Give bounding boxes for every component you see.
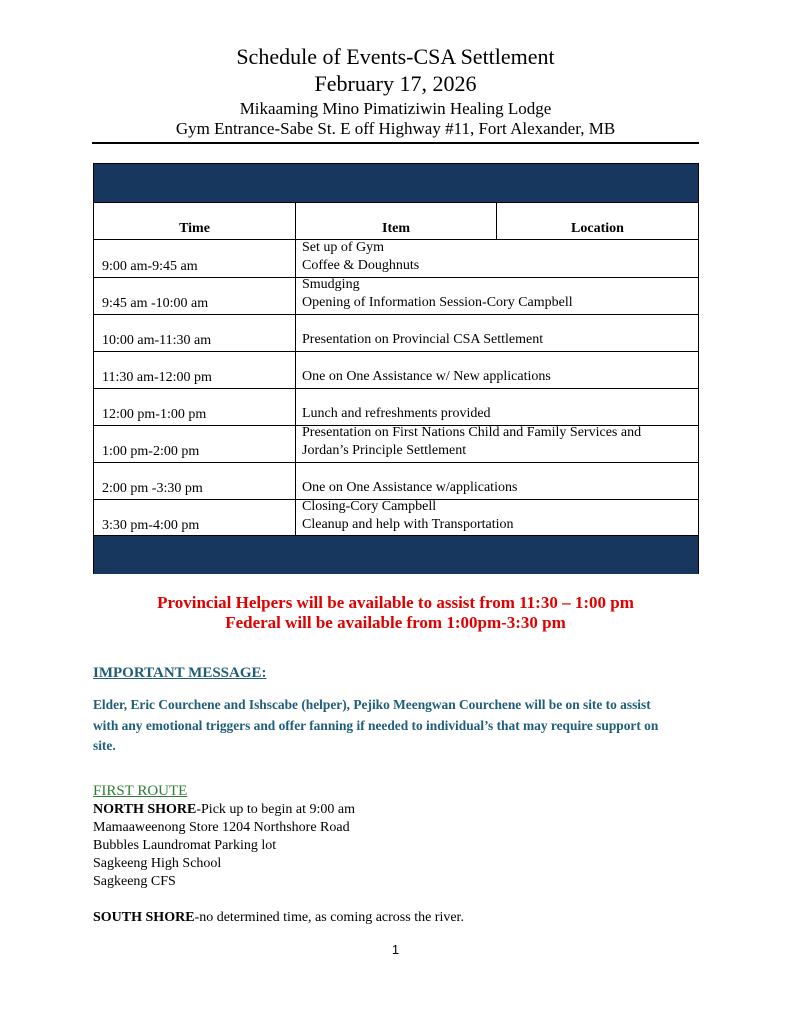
route-stop: Sagkeeng High School [93,856,222,871]
row-item: One on One Assistance w/ New applications [302,369,551,384]
route-stop: Mamaaweenong Store 1204 Northshore Road [93,820,350,835]
important-message: Elder, Eric Courchene and Ishscabe (helper), Pejiko Meengwan Courchene will be on site to assist with any emotional triggers and offer fanning if needed to individual’s that may require support on site. [93,697,659,753]
row-item: Set up of Gym Coffee & Doughnuts [302,240,420,273]
federal-notice: Federal will be available from 1:00pm-3:30 pm [225,613,566,632]
table-row [94,277,698,315]
table-row [94,388,698,426]
south-shore-line: SOUTH SHORE-no determined time, as coming across the river. [93,910,464,925]
row-time: 1:00 pm-2:00 pm [102,444,200,459]
row-item: Presentation on Provincial CSA Settlement [302,332,544,347]
column-header-item: Item [296,203,497,240]
north-shore-line: NORTH SHORE-Pick up to begin at 9:00 am [93,802,356,817]
header-divider [92,142,699,144]
row-time: 3:30 pm-4:00 pm [102,518,200,533]
row-item: One on One Assistance w/applications [302,480,518,495]
row-item: Smudging Opening of Information Session-Cory Campbell [302,277,573,310]
row-time: 2:00 pm -3:30 pm [102,481,203,496]
provincial-notice: Provincial Helpers will be available to assist from 11:30 – 1:00 pm [157,593,634,612]
row-time: 10:00 am-11:30 am [102,333,212,348]
table-row [94,499,698,536]
table-row [94,314,698,352]
important-heading: IMPORTANT MESSAGE: [93,665,267,681]
venue-name: Mikaaming Mino Pimatiziwin Healing Lodge [239,99,552,118]
table-top-band [94,164,698,203]
row-time: 12:00 pm-1:00 pm [102,407,207,422]
table-row [94,462,698,500]
schedule-table [93,163,699,574]
page-number: 1 [391,942,400,957]
column-header-time: Time [94,203,296,240]
row-time: 9:45 am -10:00 am [102,296,209,311]
row-time: 11:30 am-12:00 pm [102,370,212,385]
document-title: Schedule of Events-CSA Settlement [236,44,555,69]
table-row [94,351,698,389]
row-item: Lunch and refreshments provided [302,406,491,421]
route-stop: Sagkeeng CFS [93,874,176,889]
event-date: February 17, 2026 [314,71,477,96]
table-row [94,240,698,278]
column-header-location: Location [497,203,698,240]
venue-address: Gym Entrance-Sabe St. E off Highway #11, Fort Alexander, MB [175,119,616,138]
table-row [94,425,698,463]
row-time: 9:00 am-9:45 am [102,259,198,274]
row-item: Closing-Cory Campbell Cleanup and help with Transportation [302,499,514,532]
row-item: Presentation on First Nations Child and Family Services and Jordan’s Principle Settlement [302,425,642,458]
table-bottom-band [94,535,698,574]
route-heading: FIRST ROUTE [93,783,188,799]
route-stop: Bubbles Laundromat Parking lot [93,838,277,853]
